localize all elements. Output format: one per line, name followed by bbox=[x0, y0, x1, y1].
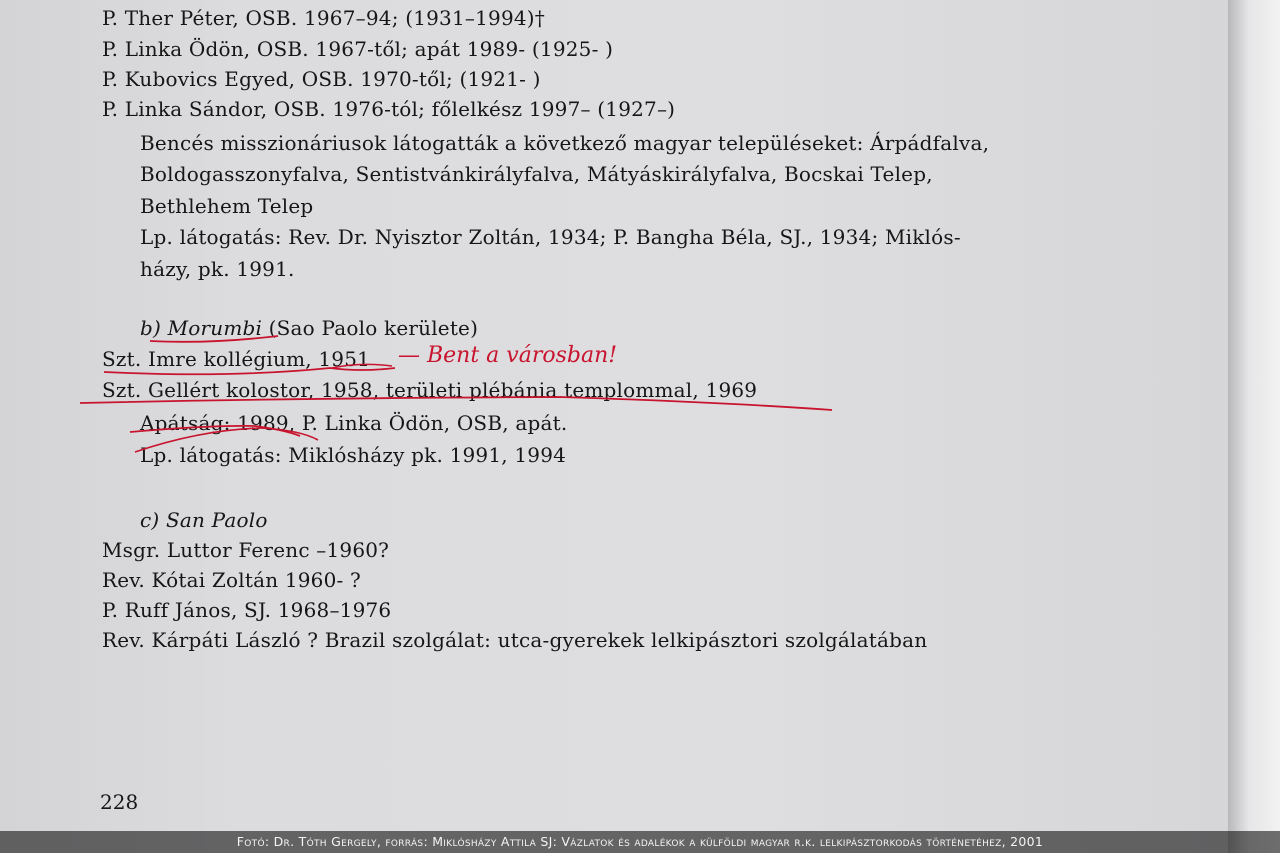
missionary-text-2: Boldogasszonyfalva, Sentistvánkirályfalva, Mátyáskirályfalva, Bocskai Telep, bbox=[140, 162, 933, 186]
san-paolo-line-ruff: P. Ruff János, SJ. 1968–1976 bbox=[102, 598, 392, 622]
section-heading-morumbi bbox=[140, 316, 478, 340]
visit-text-2: házy, pk. 1991. bbox=[140, 257, 295, 281]
san-paolo-line-karpati: Rev. Kárpáti László ? Brazil szolgálat: utca-gyerekek lelkipásztori szolgálatában bbox=[102, 628, 928, 652]
morumbi-line-imre: Szt. Imre kollégium, 1951 bbox=[102, 347, 371, 371]
san-paolo-line-luttor: Msgr. Luttor Ferenc –1960? bbox=[102, 538, 390, 562]
page-number: 228 bbox=[100, 790, 139, 814]
entry-linka-sandor: P. Linka Sándor, OSB. 1976-tól; főlelkész 1997– (1927–) bbox=[102, 97, 676, 121]
section-heading-san-paolo: c) San Paolo bbox=[140, 508, 268, 532]
morumbi-line-gellert: Szt. Gellért kolostor, 1958, területi plébánia templommal, 1969 bbox=[102, 378, 758, 402]
morumbi-line-visit: Lp. látogatás: Miklósházy pk. 1991, 1994 bbox=[140, 443, 567, 467]
morumbi-line-apatsag: Apátság: 1989, P. Linka Ödön, OSB, apát. bbox=[140, 411, 568, 435]
missionary-text-1: Bencés misszionáriusok látogatták a következő magyar településeket: Árpádfalva, bbox=[140, 131, 990, 155]
section-label-morumbi-rest: (Sao Paolo kerülete) bbox=[262, 316, 479, 340]
section-label-morumbi: b) Morumbi bbox=[140, 316, 263, 340]
entry-ther-peter: P. Ther Péter, OSB. 1967–94; (1931–1994)† bbox=[102, 6, 545, 30]
missionary-text-3: Bethlehem Telep bbox=[140, 194, 314, 218]
page-gutter-shadow bbox=[1228, 0, 1280, 853]
entry-kubovics-egyed: P. Kubovics Egyed, OSB. 1970-től; (1921- ) bbox=[102, 67, 541, 91]
san-paolo-line-kotai: Rev. Kótai Zoltán 1960- ? bbox=[102, 568, 361, 592]
visit-text-1: Lp. látogatás: Rev. Dr. Nyisztor Zoltán, 1934; P. Bangha Béla, SJ., 1934; Miklós- bbox=[140, 225, 961, 249]
entry-linka-odon: P. Linka Ödön, OSB. 1967-től; apát 1989- (1925- ) bbox=[102, 37, 614, 61]
photo-credit: Fotó: Dr. Tóth Gergely, forrás: Miklósházy Attila SJ: Vázlatok és adalékok a külföldi magyar r.k. lelkipásztorkodás történetéhez, 2001 bbox=[0, 831, 1280, 853]
handwritten-note: — Bent a városban! bbox=[398, 343, 618, 368]
